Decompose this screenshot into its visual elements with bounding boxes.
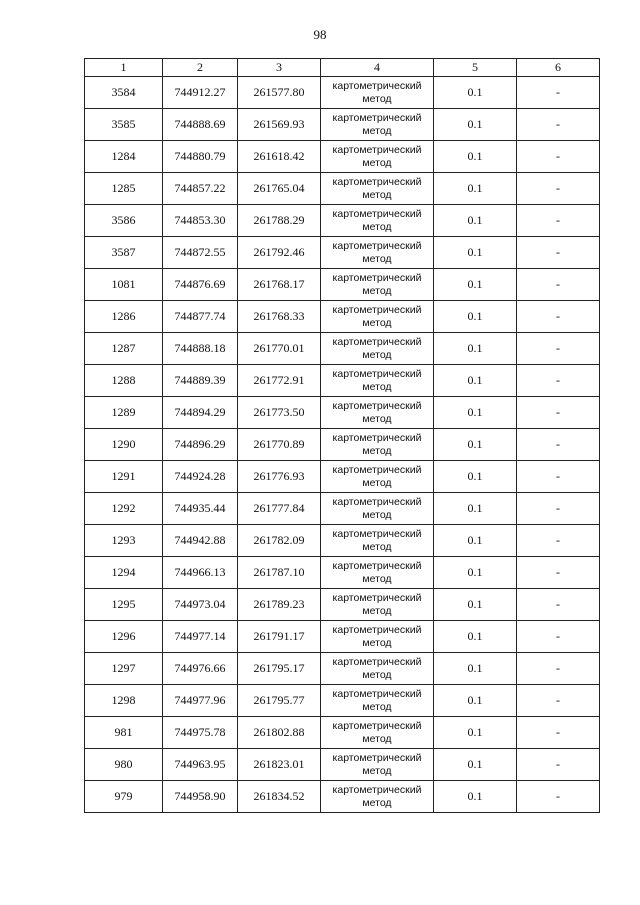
method-line-1: картометрический — [332, 591, 422, 604]
note-cell: - — [517, 269, 600, 301]
table-row — [85, 333, 600, 365]
point-number-cell: 3586 — [85, 205, 163, 237]
method-cell — [321, 173, 434, 205]
y-coordinate-cell: 261776.93 — [238, 461, 321, 493]
x-coordinate-cell: 744872.55 — [163, 237, 238, 269]
method-line-2: метод — [362, 252, 392, 265]
point-number-cell: 980 — [85, 749, 163, 781]
table-row — [85, 461, 600, 493]
method-cell — [321, 589, 434, 621]
method-line-1: картометрический — [332, 111, 422, 124]
method-line-2: метод — [362, 572, 392, 585]
accuracy-cell: 0.1 — [434, 429, 517, 461]
accuracy-cell: 0.1 — [434, 173, 517, 205]
table-row — [85, 685, 600, 717]
method-cell — [321, 525, 434, 557]
method-line-1: картометрический — [332, 495, 422, 508]
method-line-1: картометрический — [332, 463, 422, 476]
accuracy-cell: 0.1 — [434, 397, 517, 429]
method-line-1: картометрический — [332, 783, 422, 796]
method-line-2: метод — [362, 636, 392, 649]
accuracy-cell: 0.1 — [434, 717, 517, 749]
y-coordinate-cell: 261823.01 — [238, 749, 321, 781]
y-coordinate-cell: 261795.17 — [238, 653, 321, 685]
point-number-cell: 1286 — [85, 301, 163, 333]
method-cell — [321, 269, 434, 301]
y-coordinate-cell: 261782.09 — [238, 525, 321, 557]
note-cell: - — [517, 301, 600, 333]
x-coordinate-cell: 744976.66 — [163, 653, 238, 685]
point-number-cell: 1285 — [85, 173, 163, 205]
table-row — [85, 653, 600, 685]
method-line-1: картометрический — [332, 559, 422, 572]
method-line-2: метод — [362, 284, 392, 297]
table-row — [85, 365, 600, 397]
note-cell: - — [517, 365, 600, 397]
y-coordinate-cell: 261787.10 — [238, 557, 321, 589]
method-line-2: метод — [362, 604, 392, 617]
x-coordinate-cell: 744876.69 — [163, 269, 238, 301]
note-cell: - — [517, 109, 600, 141]
method-line-1: картометрический — [332, 335, 422, 348]
accuracy-cell: 0.1 — [434, 109, 517, 141]
table-header-row — [85, 59, 600, 77]
accuracy-cell: 0.1 — [434, 589, 517, 621]
accuracy-cell: 0.1 — [434, 749, 517, 781]
coordinates-table — [84, 58, 600, 813]
x-coordinate-cell: 744973.04 — [163, 589, 238, 621]
point-number-cell: 1293 — [85, 525, 163, 557]
accuracy-cell: 0.1 — [434, 333, 517, 365]
y-coordinate-cell: 261577.80 — [238, 77, 321, 109]
y-coordinate-cell: 261770.89 — [238, 429, 321, 461]
method-line-2: метод — [362, 380, 392, 393]
accuracy-cell: 0.1 — [434, 461, 517, 493]
method-cell — [321, 557, 434, 589]
method-cell — [321, 653, 434, 685]
x-coordinate-cell: 744942.88 — [163, 525, 238, 557]
point-number-cell: 1295 — [85, 589, 163, 621]
y-coordinate-cell: 261791.17 — [238, 621, 321, 653]
note-cell: - — [517, 653, 600, 685]
method-cell — [321, 237, 434, 269]
accuracy-cell: 0.1 — [434, 621, 517, 653]
note-cell: - — [517, 685, 600, 717]
y-coordinate-cell: 261770.01 — [238, 333, 321, 365]
point-number-cell: 1292 — [85, 493, 163, 525]
method-line-1: картометрический — [332, 79, 422, 92]
point-number-cell: 1296 — [85, 621, 163, 653]
method-cell — [321, 333, 434, 365]
point-number-cell: 1288 — [85, 365, 163, 397]
x-coordinate-cell: 744888.18 — [163, 333, 238, 365]
note-cell: - — [517, 557, 600, 589]
method-cell — [321, 621, 434, 653]
accuracy-cell: 0.1 — [434, 237, 517, 269]
method-line-1: картометрический — [332, 367, 422, 380]
table-row — [85, 749, 600, 781]
method-line-2: метод — [362, 412, 392, 425]
accuracy-cell: 0.1 — [434, 525, 517, 557]
method-line-2: метод — [362, 156, 392, 169]
table-row — [85, 173, 600, 205]
method-line-1: картометрический — [332, 143, 422, 156]
x-coordinate-cell: 744896.29 — [163, 429, 238, 461]
y-coordinate-cell: 261777.84 — [238, 493, 321, 525]
method-cell — [321, 109, 434, 141]
x-coordinate-cell: 744924.28 — [163, 461, 238, 493]
note-cell: - — [517, 717, 600, 749]
column-header-6: 6 — [517, 59, 600, 77]
note-cell: - — [517, 397, 600, 429]
x-coordinate-cell: 744877.74 — [163, 301, 238, 333]
accuracy-cell: 0.1 — [434, 557, 517, 589]
x-coordinate-cell: 744889.39 — [163, 365, 238, 397]
y-coordinate-cell: 261773.50 — [238, 397, 321, 429]
table-row — [85, 205, 600, 237]
method-cell — [321, 205, 434, 237]
table-row — [85, 621, 600, 653]
x-coordinate-cell: 744966.13 — [163, 557, 238, 589]
point-number-cell: 1287 — [85, 333, 163, 365]
x-coordinate-cell: 744912.27 — [163, 77, 238, 109]
method-line-2: метод — [362, 764, 392, 777]
method-line-1: картометрический — [332, 175, 422, 188]
method-line-2: метод — [362, 92, 392, 105]
column-header-3: 3 — [238, 59, 321, 77]
point-number-cell: 981 — [85, 717, 163, 749]
table-body — [85, 77, 600, 813]
point-number-cell: 1284 — [85, 141, 163, 173]
column-header-1: 1 — [85, 59, 163, 77]
column-header-5: 5 — [434, 59, 517, 77]
table-row — [85, 429, 600, 461]
table-row — [85, 141, 600, 173]
x-coordinate-cell: 744975.78 — [163, 717, 238, 749]
y-coordinate-cell: 261618.42 — [238, 141, 321, 173]
note-cell: - — [517, 621, 600, 653]
method-line-2: метод — [362, 316, 392, 329]
y-coordinate-cell: 261768.17 — [238, 269, 321, 301]
method-line-2: метод — [362, 124, 392, 137]
point-number-cell: 1298 — [85, 685, 163, 717]
x-coordinate-cell: 744977.96 — [163, 685, 238, 717]
note-cell: - — [517, 781, 600, 813]
method-line-1: картометрический — [332, 751, 422, 764]
x-coordinate-cell: 744894.29 — [163, 397, 238, 429]
method-cell — [321, 397, 434, 429]
point-number-cell: 1289 — [85, 397, 163, 429]
note-cell: - — [517, 205, 600, 237]
table-row — [85, 525, 600, 557]
method-cell — [321, 77, 434, 109]
method-line-2: метод — [362, 348, 392, 361]
note-cell: - — [517, 461, 600, 493]
point-number-cell: 3584 — [85, 77, 163, 109]
method-line-1: картометрический — [332, 399, 422, 412]
table-row — [85, 493, 600, 525]
page-number: 98 — [313, 27, 327, 42]
table-row — [85, 781, 600, 813]
note-cell: - — [517, 237, 600, 269]
point-number-cell: 3587 — [85, 237, 163, 269]
column-header-4: 4 — [321, 59, 434, 77]
x-coordinate-cell: 744935.44 — [163, 493, 238, 525]
y-coordinate-cell: 261792.46 — [238, 237, 321, 269]
note-cell: - — [517, 77, 600, 109]
x-coordinate-cell: 744853.30 — [163, 205, 238, 237]
method-line-1: картометрический — [332, 271, 422, 284]
note-cell: - — [517, 525, 600, 557]
note-cell: - — [517, 749, 600, 781]
accuracy-cell: 0.1 — [434, 685, 517, 717]
y-coordinate-cell: 261772.91 — [238, 365, 321, 397]
method-cell — [321, 141, 434, 173]
x-coordinate-cell: 744857.22 — [163, 173, 238, 205]
method-cell — [321, 749, 434, 781]
method-line-2: метод — [362, 540, 392, 553]
method-line-2: метод — [362, 668, 392, 681]
method-line-1: картометрический — [332, 623, 422, 636]
method-line-1: картометрический — [332, 303, 422, 316]
x-coordinate-cell: 744963.95 — [163, 749, 238, 781]
table-row — [85, 717, 600, 749]
method-line-2: метод — [362, 476, 392, 489]
x-coordinate-cell: 744888.69 — [163, 109, 238, 141]
table-row — [85, 77, 600, 109]
note-cell: - — [517, 493, 600, 525]
method-cell — [321, 461, 434, 493]
method-line-2: метод — [362, 444, 392, 457]
point-number-cell: 3585 — [85, 109, 163, 141]
table-row — [85, 397, 600, 429]
method-line-1: картометрический — [332, 655, 422, 668]
y-coordinate-cell: 261569.93 — [238, 109, 321, 141]
method-line-2: метод — [362, 700, 392, 713]
table-row — [85, 589, 600, 621]
method-cell — [321, 717, 434, 749]
column-header-2: 2 — [163, 59, 238, 77]
point-number-cell: 1081 — [85, 269, 163, 301]
point-number-cell: 1291 — [85, 461, 163, 493]
point-number-cell: 1290 — [85, 429, 163, 461]
accuracy-cell: 0.1 — [434, 781, 517, 813]
method-line-2: метод — [362, 220, 392, 233]
y-coordinate-cell: 261834.52 — [238, 781, 321, 813]
point-number-cell: 979 — [85, 781, 163, 813]
method-cell — [321, 493, 434, 525]
accuracy-cell: 0.1 — [434, 77, 517, 109]
note-cell: - — [517, 141, 600, 173]
method-line-1: картометрический — [332, 527, 422, 540]
note-cell: - — [517, 333, 600, 365]
accuracy-cell: 0.1 — [434, 653, 517, 685]
method-line-1: картометрический — [332, 239, 422, 252]
method-line-1: картометрический — [332, 719, 422, 732]
accuracy-cell: 0.1 — [434, 365, 517, 397]
method-cell — [321, 781, 434, 813]
point-number-cell: 1297 — [85, 653, 163, 685]
note-cell: - — [517, 429, 600, 461]
y-coordinate-cell: 261795.77 — [238, 685, 321, 717]
method-line-1: картометрический — [332, 207, 422, 220]
table-row — [85, 237, 600, 269]
y-coordinate-cell: 261788.29 — [238, 205, 321, 237]
accuracy-cell: 0.1 — [434, 301, 517, 333]
method-line-1: картометрический — [332, 687, 422, 700]
point-number-cell: 1294 — [85, 557, 163, 589]
method-cell — [321, 365, 434, 397]
table-row — [85, 301, 600, 333]
method-line-2: метод — [362, 796, 392, 809]
table-row — [85, 557, 600, 589]
y-coordinate-cell: 261765.04 — [238, 173, 321, 205]
accuracy-cell: 0.1 — [434, 141, 517, 173]
accuracy-cell: 0.1 — [434, 493, 517, 525]
method-cell — [321, 685, 434, 717]
y-coordinate-cell: 261768.33 — [238, 301, 321, 333]
y-coordinate-cell: 261789.23 — [238, 589, 321, 621]
table-row — [85, 109, 600, 141]
method-cell — [321, 301, 434, 333]
method-cell — [321, 429, 434, 461]
method-line-1: картометрический — [332, 431, 422, 444]
y-coordinate-cell: 261802.88 — [238, 717, 321, 749]
method-line-2: метод — [362, 732, 392, 745]
x-coordinate-cell: 744977.14 — [163, 621, 238, 653]
accuracy-cell: 0.1 — [434, 269, 517, 301]
x-coordinate-cell: 744880.79 — [163, 141, 238, 173]
method-line-2: метод — [362, 188, 392, 201]
table-row — [85, 269, 600, 301]
x-coordinate-cell: 744958.90 — [163, 781, 238, 813]
method-line-2: метод — [362, 508, 392, 521]
note-cell: - — [517, 589, 600, 621]
accuracy-cell: 0.1 — [434, 205, 517, 237]
note-cell: - — [517, 173, 600, 205]
